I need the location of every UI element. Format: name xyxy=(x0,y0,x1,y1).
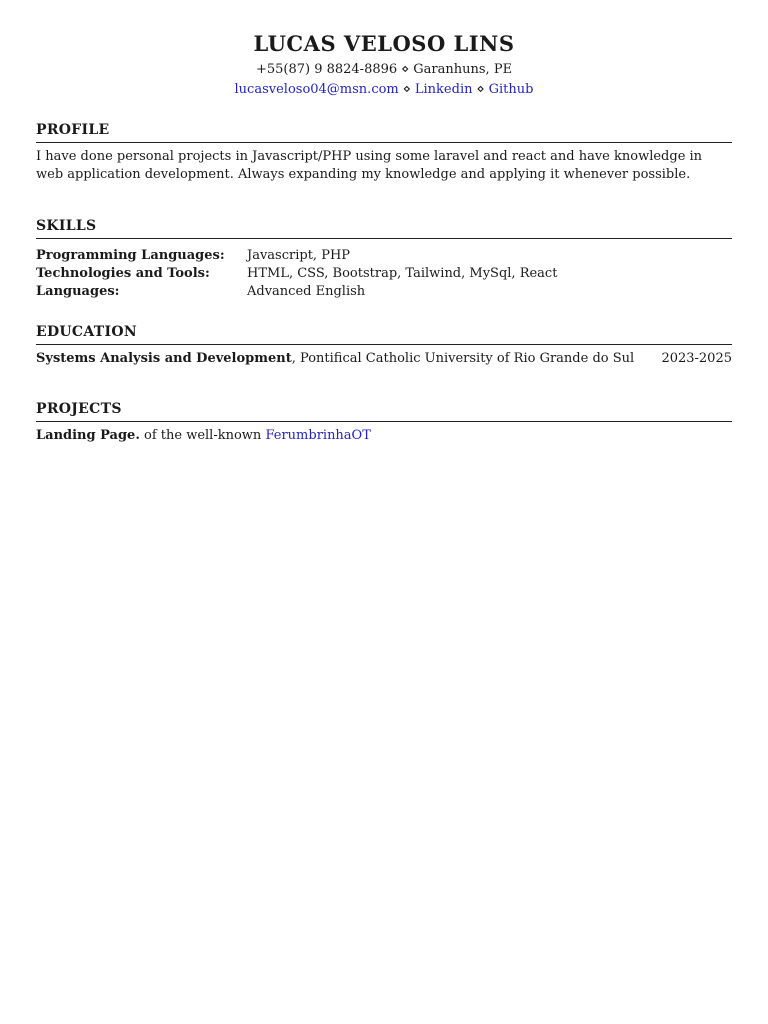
education-entry xyxy=(36,350,732,368)
skills-section xyxy=(36,218,732,301)
skill-value: Javascript, PHP xyxy=(247,248,351,263)
project-link[interactable]: FerumbrinhaOT xyxy=(265,428,371,443)
skills-list xyxy=(36,247,732,301)
education-dates: 2023-2025 xyxy=(661,351,732,366)
profile-heading: PROFILE xyxy=(36,122,732,143)
separator-diamond-icon: ⋄ xyxy=(402,82,411,97)
profile-section xyxy=(36,122,732,184)
separator-diamond-icon: ⋄ xyxy=(476,82,485,97)
skills-heading: SKILLS xyxy=(36,218,732,239)
separator-diamond-icon: ⋄ xyxy=(401,62,410,77)
education-description xyxy=(36,350,634,368)
phone-number: +55(87) 9 8824-8896 xyxy=(255,62,398,77)
contact-line-1 xyxy=(0,60,768,80)
linkedin-link[interactable]: Linkedin xyxy=(414,82,473,97)
skill-row xyxy=(36,283,732,301)
project-name: Landing Page. xyxy=(36,428,140,443)
contact-line-2 xyxy=(0,80,768,100)
projects-heading: PROJECTS xyxy=(36,401,732,422)
projects-section xyxy=(36,401,732,445)
resume-header xyxy=(0,0,768,100)
candidate-name: LUCAS VELOSO LINS xyxy=(253,31,515,56)
profile-text: I have done personal projects in Javascript/PHP using some laravel and react and have knowledge in web application development. Always expanding my knowledge and applying it whenever possible. xyxy=(36,149,703,182)
institution-name: , Pontifical Catholic University of Rio Grande do Sul xyxy=(291,351,635,366)
project-entry xyxy=(36,427,732,445)
location: Garanhuns, PE xyxy=(413,62,513,77)
github-link[interactable]: Github xyxy=(488,82,534,97)
skill-label: Technologies and Tools: xyxy=(36,266,210,281)
education-section xyxy=(36,324,732,368)
skill-value: Advanced English xyxy=(247,284,366,299)
skill-value: HTML, CSS, Bootstrap, Tailwind, MySql, React xyxy=(247,266,558,281)
skill-label: Languages: xyxy=(36,284,120,299)
project-description: of the well-known xyxy=(144,428,262,443)
skill-label: Programming Languages: xyxy=(36,248,225,263)
email-link[interactable]: lucasveloso04@msn.com xyxy=(234,82,399,97)
degree-name: Systems Analysis and Development xyxy=(36,351,292,366)
skill-row xyxy=(36,247,732,265)
education-heading: EDUCATION xyxy=(36,324,732,345)
skill-row xyxy=(36,265,732,283)
